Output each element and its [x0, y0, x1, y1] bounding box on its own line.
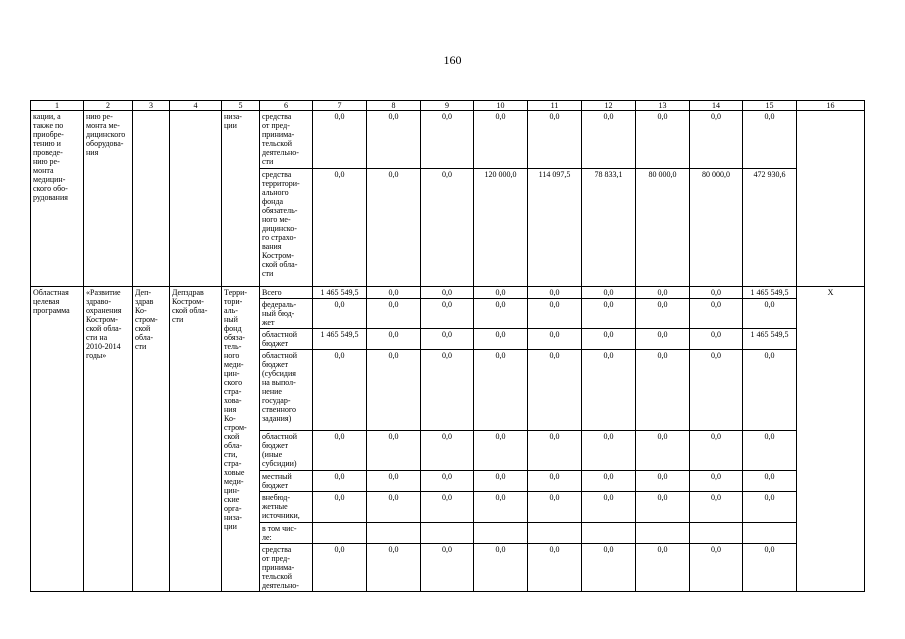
responsible-cell: Депздрав Костром- ской обла- сти: [170, 287, 222, 592]
value-cell: 0,0: [313, 492, 367, 523]
value-cell: [421, 523, 474, 544]
value-cell: 0,0: [690, 299, 743, 329]
value-cell: 0,0: [421, 111, 474, 169]
executor-cell: [133, 111, 170, 287]
value-cell: 0,0: [367, 111, 421, 169]
budget-table: [30, 100, 865, 592]
value-cell: 0,0: [636, 329, 690, 350]
value-cell: 0,0: [528, 111, 582, 169]
value-cell: 0,0: [367, 544, 421, 592]
column-header: 11: [528, 101, 582, 111]
value-cell: 472 930,6: [743, 169, 797, 287]
value-cell: 0,0: [636, 544, 690, 592]
value-cell: 1 465 549,5: [743, 287, 797, 299]
value-cell: 0,0: [367, 287, 421, 299]
value-cell: 0,0: [690, 350, 743, 431]
value-cell: 0,0: [474, 111, 528, 169]
program-title-cell: «Развитие здраво- охранения Костром- ской обла- сти на 2010-2014 годы»: [84, 287, 133, 592]
value-cell: 80 000,0: [690, 169, 743, 287]
program-name-cell: Областная целевая программа: [31, 287, 84, 592]
funding-source-cell: Всего: [260, 287, 313, 299]
funding-source-cell: областной бюджет (субсидия на выпол- нение государ- ственного задания): [260, 350, 313, 431]
value-cell: 0,0: [313, 350, 367, 431]
value-cell: 0,0: [528, 544, 582, 592]
page-number: 160: [443, 53, 462, 67]
value-cell: 0,0: [313, 431, 367, 471]
value-cell: [582, 523, 636, 544]
value-cell: 0,0: [743, 350, 797, 431]
value-cell: 0,0: [421, 471, 474, 492]
value-cell: 0,0: [636, 299, 690, 329]
value-cell: 0,0: [690, 111, 743, 169]
column-header: 13: [636, 101, 690, 111]
value-cell: 80 000,0: [636, 169, 690, 287]
value-cell: 0,0: [743, 299, 797, 329]
column-header: 9: [421, 101, 474, 111]
value-cell: [528, 523, 582, 544]
value-cell: 0,0: [474, 287, 528, 299]
value-cell: 0,0: [421, 492, 474, 523]
value-cell: 0,0: [528, 350, 582, 431]
value-cell: 0,0: [367, 329, 421, 350]
column-header: 2: [84, 101, 133, 111]
value-cell: 0,0: [367, 169, 421, 287]
value-cell: [743, 523, 797, 544]
value-cell: 0,0: [474, 544, 528, 592]
column-header: 4: [170, 101, 222, 111]
value-cell: 0,0: [313, 111, 367, 169]
value-cell: 0,0: [367, 350, 421, 431]
value-cell: 0,0: [528, 287, 582, 299]
column-header: 3: [133, 101, 170, 111]
value-cell: 0,0: [636, 350, 690, 431]
value-cell: 0,0: [313, 299, 367, 329]
value-cell: 0,0: [474, 350, 528, 431]
value-cell: 0,0: [367, 431, 421, 471]
value-cell: 0,0: [690, 287, 743, 299]
value-cell: 0,0: [421, 350, 474, 431]
value-cell: 0,0: [421, 169, 474, 287]
value-cell: 0,0: [743, 492, 797, 523]
value-cell: [367, 523, 421, 544]
column-header: 7: [313, 101, 367, 111]
value-cell: 0,0: [582, 329, 636, 350]
value-cell: [690, 523, 743, 544]
participant-cell: низа- ции: [222, 111, 260, 287]
value-cell: 0,0: [690, 329, 743, 350]
value-cell: 0,0: [313, 471, 367, 492]
column-header: 12: [582, 101, 636, 111]
value-cell: [313, 523, 367, 544]
value-cell: 0,0: [636, 471, 690, 492]
funding-source-cell: средства от пред- принима- тельской деятельно- сти: [260, 111, 313, 169]
value-cell: 0,0: [474, 329, 528, 350]
value-cell: 0,0: [743, 471, 797, 492]
program-name-cell: кации, а также по приобре- тению и проведе- нию ре- монта медицин- ского обо- рудования: [31, 111, 84, 287]
value-cell: 0,0: [367, 471, 421, 492]
value-cell: 0,0: [474, 492, 528, 523]
value-cell: 0,0: [690, 471, 743, 492]
note-cell: [797, 111, 865, 287]
value-cell: 0,0: [690, 492, 743, 523]
executor-cell: Деп- здрав Ко- стром- ской обла- сти: [133, 287, 170, 592]
value-cell: 0,0: [421, 329, 474, 350]
funding-source-cell: местный бюджет: [260, 471, 313, 492]
value-cell: 0,0: [636, 492, 690, 523]
value-cell: 78 833,1: [582, 169, 636, 287]
program-title-cell: нию ре- монта ме- дицинского оборудова- ния: [84, 111, 133, 287]
value-cell: 0,0: [528, 431, 582, 471]
value-cell: [636, 523, 690, 544]
value-cell: 0,0: [582, 350, 636, 431]
value-cell: 0,0: [528, 471, 582, 492]
value-cell: 0,0: [421, 431, 474, 471]
value-cell: [474, 523, 528, 544]
column-header: 8: [367, 101, 421, 111]
value-cell: 0,0: [474, 299, 528, 329]
value-cell: 0,0: [421, 544, 474, 592]
table-row: [31, 111, 865, 169]
value-cell: 0,0: [582, 492, 636, 523]
value-cell: 0,0: [636, 431, 690, 471]
value-cell: 0,0: [313, 544, 367, 592]
value-cell: 0,0: [690, 431, 743, 471]
column-header: 1: [31, 101, 84, 111]
value-cell: 0,0: [421, 287, 474, 299]
value-cell: 0,0: [582, 287, 636, 299]
value-cell: 0,0: [743, 544, 797, 592]
value-cell: 0,0: [690, 544, 743, 592]
value-cell: 0,0: [743, 431, 797, 471]
value-cell: 0,0: [367, 299, 421, 329]
note-cell: Х: [797, 287, 865, 592]
value-cell: 0,0: [582, 471, 636, 492]
value-cell: 0,0: [421, 299, 474, 329]
value-cell: 114 097,5: [528, 169, 582, 287]
value-cell: 0,0: [582, 299, 636, 329]
value-cell: 0,0: [528, 492, 582, 523]
column-header: 14: [690, 101, 743, 111]
funding-source-cell: средства территори- ального фонда обязатель- ного ме- дицинско- го страхо- вания Костром- ской обла- сти: [260, 169, 313, 287]
value-cell: 120 000,0: [474, 169, 528, 287]
value-cell: 0,0: [528, 329, 582, 350]
value-cell: 0,0: [367, 492, 421, 523]
header-row: [31, 101, 865, 111]
value-cell: 0,0: [474, 471, 528, 492]
responsible-cell: [170, 111, 222, 287]
funding-source-cell: федераль- ный бюд- жет: [260, 299, 313, 329]
funding-source-cell: областной бюджет: [260, 329, 313, 350]
value-cell: 0,0: [582, 431, 636, 471]
value-cell: 0,0: [636, 111, 690, 169]
value-cell: 1 465 549,5: [313, 329, 367, 350]
participant-cell: Терри- тори- аль- ный фонд обяза- тель- ного меди- цин- ского стра- хова- ния Ко- стром- ской обла- сти, стра- ховые меди- цин- ские орга- низа- ции: [222, 287, 260, 592]
value-cell: 0,0: [528, 299, 582, 329]
value-cell: 1 465 549,5: [743, 329, 797, 350]
value-cell: 0,0: [313, 169, 367, 287]
funding-source-cell: в том чис- ле:: [260, 523, 313, 544]
value-cell: 1 465 549,5: [313, 287, 367, 299]
funding-source-cell: средства от пред- принима- тельской деятельно-: [260, 544, 313, 592]
column-header: 10: [474, 101, 528, 111]
column-header: 5: [222, 101, 260, 111]
column-header: 6: [260, 101, 313, 111]
funding-source-cell: областной бюджет (иные субсидии): [260, 431, 313, 471]
column-header: 15: [743, 101, 797, 111]
value-cell: 0,0: [474, 431, 528, 471]
table-row: [31, 287, 865, 299]
value-cell: 0,0: [743, 111, 797, 169]
value-cell: 0,0: [582, 544, 636, 592]
value-cell: 0,0: [582, 111, 636, 169]
funding-source-cell: внебюд- жетные источники,: [260, 492, 313, 523]
value-cell: 0,0: [636, 287, 690, 299]
column-header: 16: [797, 101, 865, 111]
